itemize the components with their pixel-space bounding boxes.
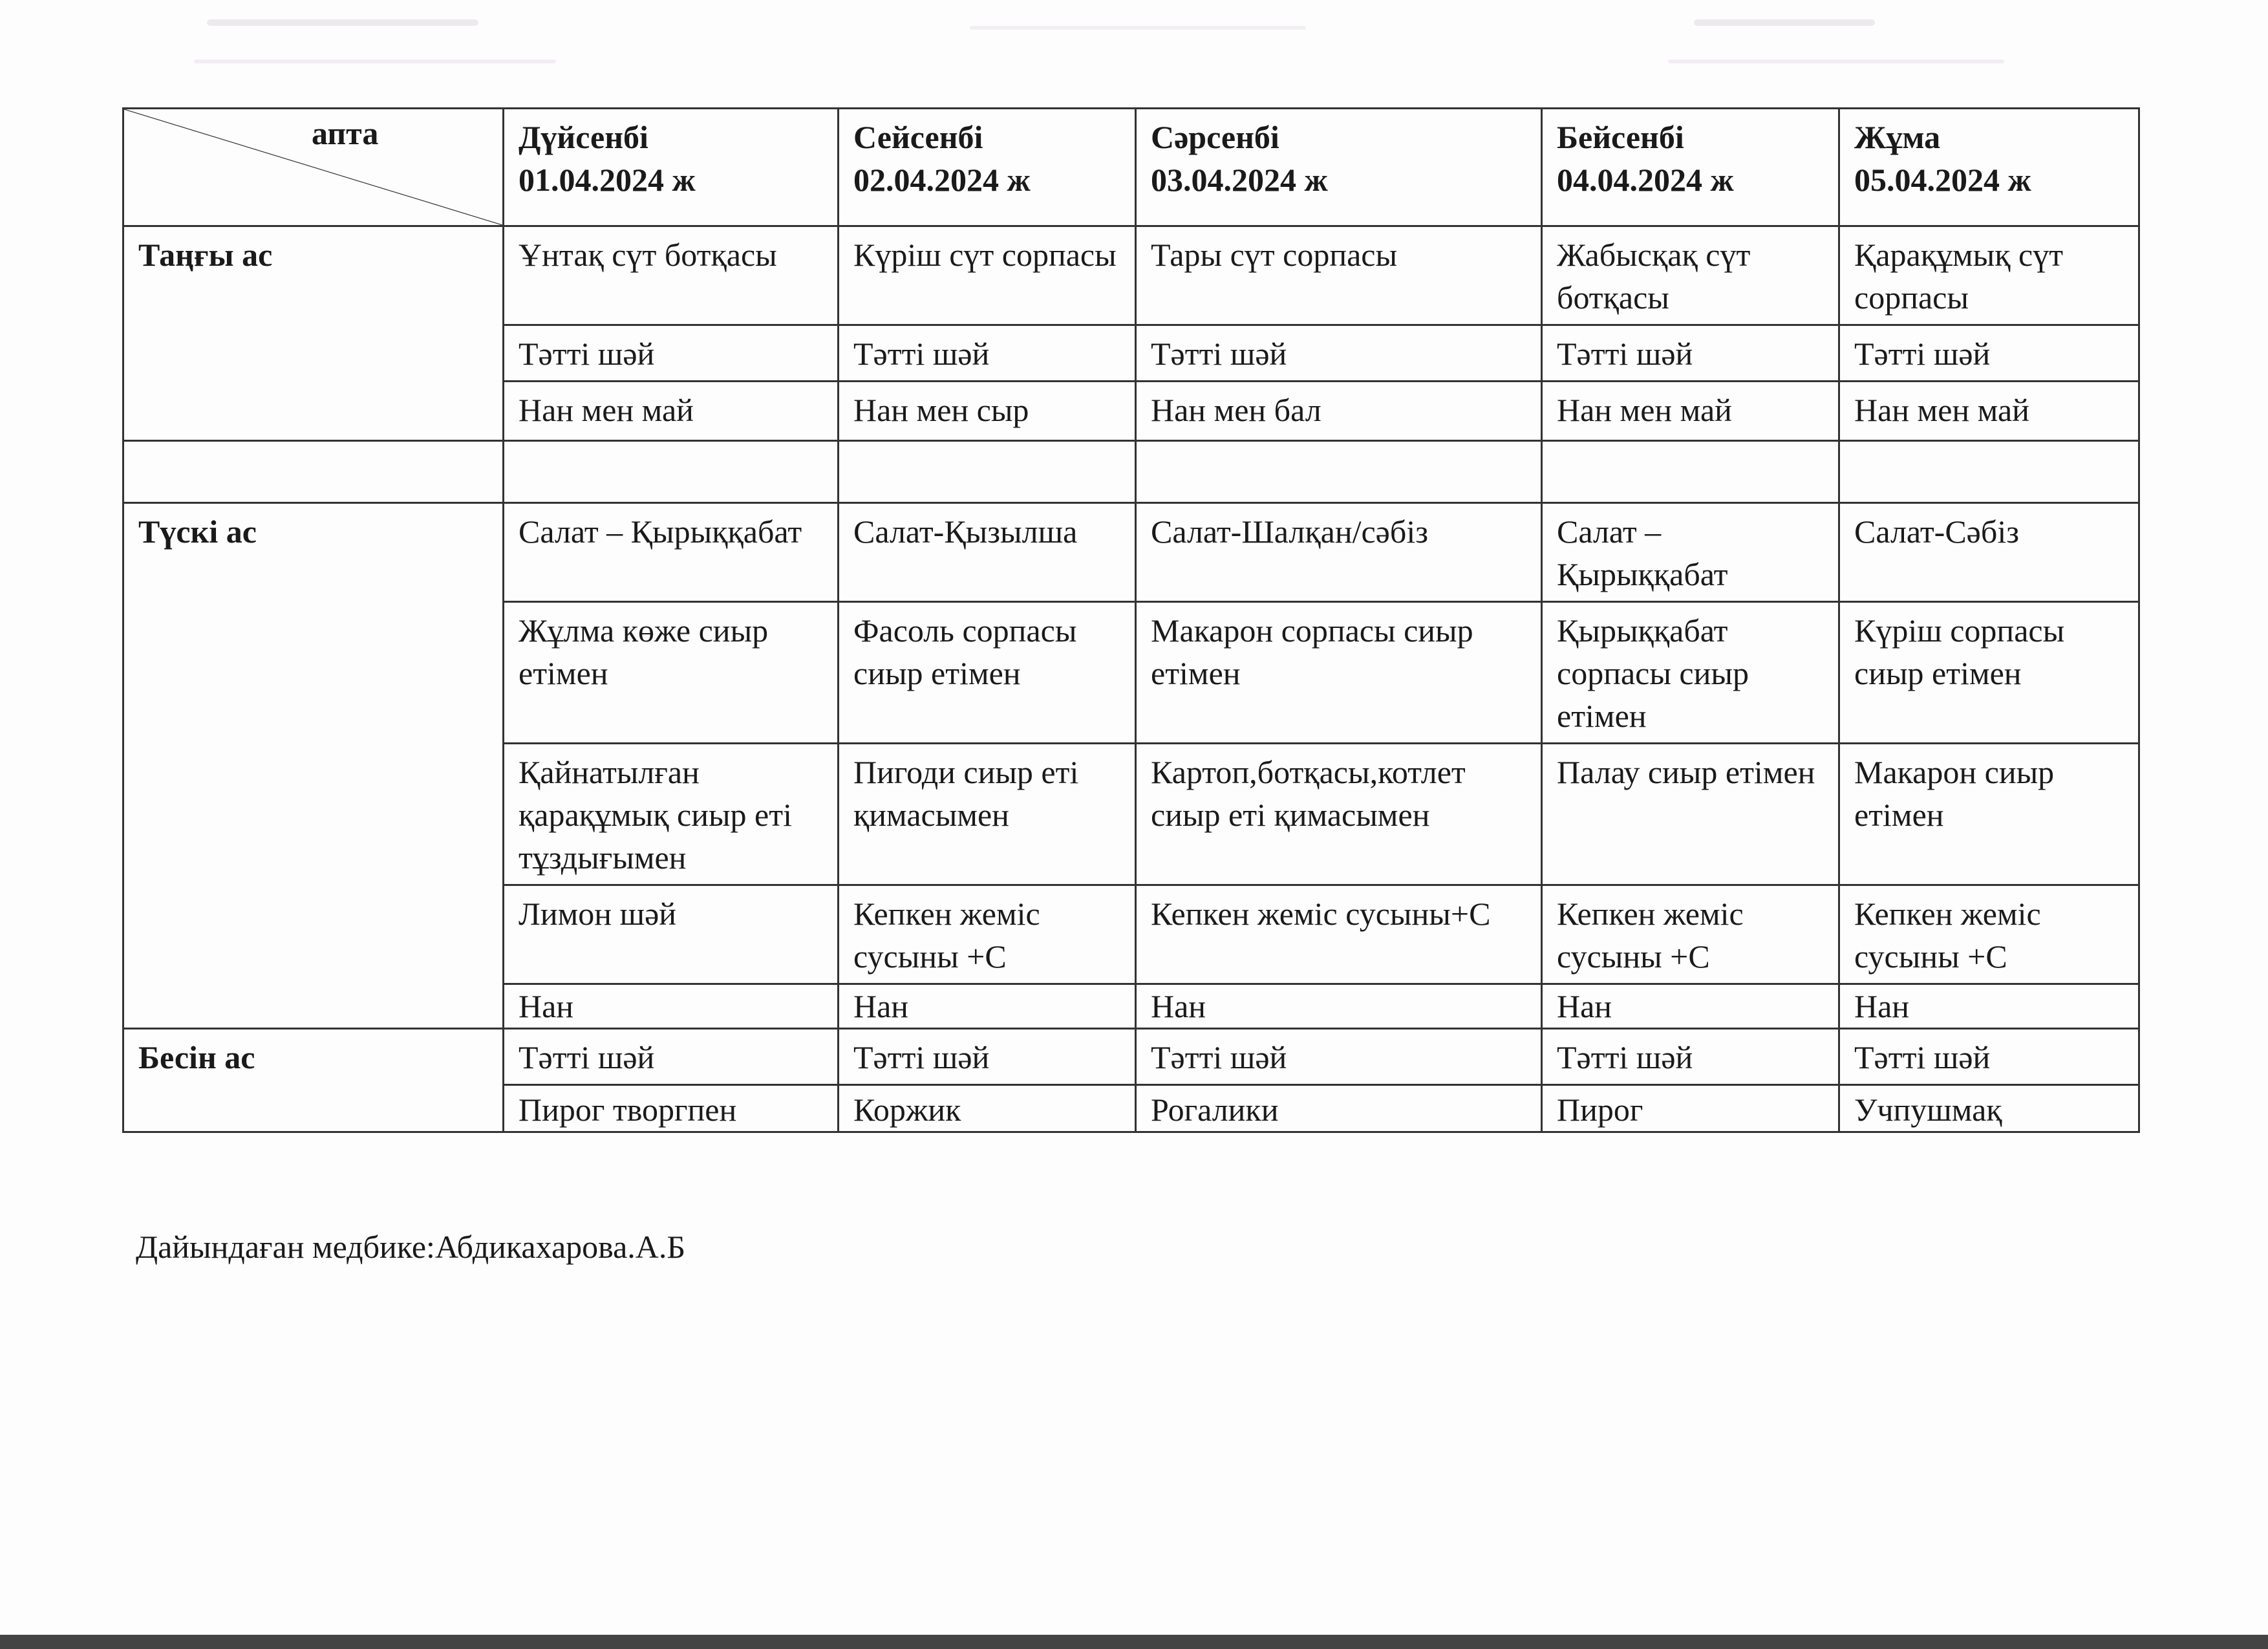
- menu-cell: Ұнтақ сүт ботқасы: [504, 226, 839, 325]
- scan-artifact: [1668, 59, 2004, 63]
- day-date: 01.04.2024 ж: [519, 162, 696, 198]
- menu-cell: Салат – Қырыққабат: [504, 503, 839, 602]
- day-name: Бейсенбі: [1557, 119, 1684, 155]
- menu-cell: Нан мен май: [504, 382, 839, 441]
- menu-cell: Нан мен сыр: [839, 382, 1136, 441]
- day-header-thursday: [1542, 109, 1839, 226]
- menu-cell: Тәтті шәй: [1839, 325, 2139, 382]
- day-name: Сәрсенбі: [1151, 119, 1279, 155]
- menu-cell: Жабысқақ сүт ботқасы: [1542, 226, 1839, 325]
- menu-cell: Нан: [504, 984, 839, 1029]
- menu-cell: Тәтті шәй: [1136, 325, 1542, 382]
- table-row: [123, 503, 2139, 602]
- table-row: [123, 1029, 2139, 1085]
- empty-cell: [504, 441, 839, 503]
- day-date: 03.04.2024 ж: [1151, 162, 1328, 198]
- menu-cell: Жұлма көже сиыр етімен: [504, 602, 839, 744]
- menu-cell: Күріш сорпасы сиыр етімен: [1839, 602, 2139, 744]
- menu-cell: Учпушмақ: [1839, 1085, 2139, 1132]
- menu-cell: Пирог творгпен: [504, 1085, 839, 1132]
- day-name: Сейсенбі: [853, 119, 983, 155]
- menu-cell: Тәтті шәй: [1542, 325, 1839, 382]
- menu-cell: Салат – Қырыққабат: [1542, 503, 1839, 602]
- menu-cell: Тәтті шәй: [1839, 1029, 2139, 1085]
- day-date: 02.04.2024 ж: [853, 162, 1031, 198]
- day-name: Жұма: [1854, 119, 1941, 155]
- menu-cell: Лимон шәй: [504, 885, 839, 984]
- scan-artifact: [1694, 19, 1875, 26]
- scan-artifact: [970, 26, 1306, 30]
- menu-cell: Тәтті шәй: [839, 1029, 1136, 1085]
- menu-cell: Салат-Шалқан/сәбіз: [1136, 503, 1542, 602]
- day-date: 04.04.2024 ж: [1557, 162, 1734, 198]
- menu-cell: Кепкен жеміс сусыны +С: [1839, 885, 2139, 984]
- meal-label-lunch: Түскі ас: [123, 503, 504, 1029]
- day-date: 05.04.2024 ж: [1854, 162, 2031, 198]
- menu-cell: Палау сиыр етімен: [1542, 744, 1839, 885]
- menu-cell: Кепкен жеміс сусыны+С: [1136, 885, 1542, 984]
- scan-edge: [0, 1635, 2268, 1649]
- menu-cell: Кепкен жеміс сусыны +С: [839, 885, 1136, 984]
- menu-cell: Фасоль сорпасы сиыр етімен: [839, 602, 1136, 744]
- menu-cell: Нан мен бал: [1136, 382, 1542, 441]
- empty-row: [123, 441, 2139, 503]
- menu-cell: Пирог: [1542, 1085, 1839, 1132]
- prepared-by-signature: Дайындаған медбике:Абдикахарова.А.Б: [136, 1229, 686, 1265]
- scan-artifact: [194, 59, 556, 63]
- empty-cell: [1839, 441, 2139, 503]
- menu-cell: Тәтті шәй: [504, 1029, 839, 1085]
- meal-label-snack: Бесін ас: [123, 1029, 504, 1132]
- header-row: [123, 109, 2139, 226]
- table-row: [123, 226, 2139, 325]
- menu-cell: Нан: [839, 984, 1136, 1029]
- menu-cell: Қырыққабат сорпасы сиыр етімен: [1542, 602, 1839, 744]
- menu-cell: Нан: [1542, 984, 1839, 1029]
- day-header-wednesday: [1136, 109, 1542, 226]
- menu-cell: Күріш сүт сорпасы: [839, 226, 1136, 325]
- menu-cell: Қарақұмық сүт сорпасы: [1839, 226, 2139, 325]
- menu-cell: Нан мен май: [1542, 382, 1839, 441]
- day-header-friday: [1839, 109, 2139, 226]
- menu-cell: Пигоди сиыр еті қимасымен: [839, 744, 1136, 885]
- empty-cell: [1542, 441, 1839, 503]
- scan-artifact: [207, 19, 478, 26]
- menu-cell: Қайнатылған қарақұмық сиыр еті тұздығымен: [504, 744, 839, 885]
- menu-cell: Салат-Қызылша: [839, 503, 1136, 602]
- empty-cell: [839, 441, 1136, 503]
- menu-cell: Тәтті шәй: [1136, 1029, 1542, 1085]
- menu-cell: Картоп,ботқасы,котлет сиыр еті қимасымен: [1136, 744, 1542, 885]
- day-header-tuesday: [839, 109, 1136, 226]
- menu-cell: Тәтті шәй: [504, 325, 839, 382]
- week-label: апта: [312, 115, 379, 151]
- menu-cell: Кепкен жеміс сусыны +С: [1542, 885, 1839, 984]
- menu-cell: Рогалики: [1136, 1085, 1542, 1132]
- empty-cell: [1136, 441, 1542, 503]
- menu-cell: Салат-Сәбіз: [1839, 503, 2139, 602]
- menu-cell: Нан мен май: [1839, 382, 2139, 441]
- weekly-menu-table: [122, 107, 2140, 1133]
- empty-cell: [123, 441, 504, 503]
- menu-cell: Нан: [1839, 984, 2139, 1029]
- menu-cell: Тәтті шәй: [839, 325, 1136, 382]
- day-name: Дүйсенбі: [519, 119, 648, 155]
- menu-cell: Тәтті шәй: [1542, 1029, 1839, 1085]
- menu-cell: Макарон сорпасы сиыр етімен: [1136, 602, 1542, 744]
- menu-cell: Тары сүт сорпасы: [1136, 226, 1542, 325]
- menu-cell: Нан: [1136, 984, 1542, 1029]
- day-header-monday: [504, 109, 839, 226]
- menu-cell: Коржик: [839, 1085, 1136, 1132]
- menu-cell: Макарон сиыр етімен: [1839, 744, 2139, 885]
- corner-cell: [123, 109, 504, 226]
- meal-label-breakfast: Таңғы ас: [123, 226, 504, 441]
